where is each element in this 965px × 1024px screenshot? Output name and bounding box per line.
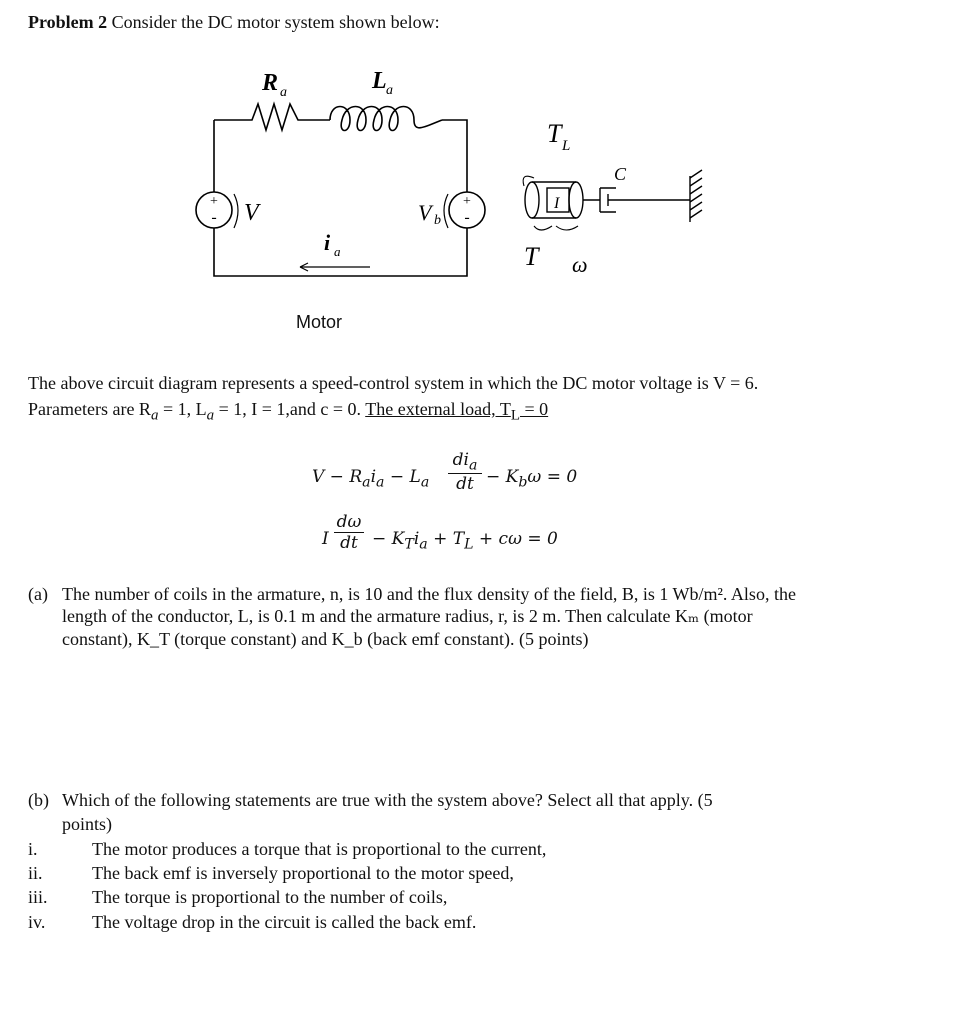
dc-motor-diagram bbox=[180, 60, 740, 350]
part-a-line-3: constant), K_T (torque constant) and K_b (back emf constant). (5 points) bbox=[62, 629, 589, 649]
back-emf-minus-sign: - bbox=[464, 209, 470, 226]
equation-1-left: $V - R_ai_a - L_a$ bbox=[312, 467, 430, 491]
statement-num: ii. bbox=[28, 863, 43, 883]
equation-1-right: − $K_b\omega = 0$ bbox=[486, 467, 578, 491]
part-a-label: (a) bbox=[28, 584, 48, 604]
inductor-subscript: a bbox=[386, 83, 393, 98]
part-a-line-2: length of the conductor, L, is 0.1 m and the armature radius, r, is 2 m. Then calculate Kₘ (motor bbox=[62, 606, 753, 626]
load-torque-subscript: L bbox=[562, 138, 571, 154]
resistor-subscript: a bbox=[280, 85, 287, 100]
load-torque-label: T bbox=[547, 119, 562, 148]
current-subscript: a bbox=[334, 244, 341, 259]
statement-text: The torque is proportional to the number of coils, bbox=[92, 887, 448, 907]
damping-label: C bbox=[614, 164, 627, 184]
equation-2-inertia: I bbox=[322, 529, 329, 549]
source-minus-sign: - bbox=[211, 209, 217, 226]
problem-number: Problem 2 bbox=[28, 12, 108, 32]
description-line-1: The above circuit diagram represents a speed-control system in which the DC motor voltage is V = 6. bbox=[28, 373, 759, 393]
equation-2-right: − $K_Ti_a + T_L + c\omega = 0$ bbox=[372, 529, 558, 553]
back-emf-subscript: b bbox=[434, 213, 441, 228]
description-line-2: Parameters are $R_a = 1$, $L_a = 1$, I = 1,and c = 0. The external load, $T_L = 0$ bbox=[28, 399, 549, 424]
part-b-label: (b) bbox=[28, 790, 49, 810]
inertia-label: I bbox=[554, 195, 560, 212]
equation-1-fraction: $di_a$ dt bbox=[448, 450, 482, 494]
statement-text: The motor produces a torque that is proportional to the current, bbox=[92, 839, 547, 859]
inductor-coil bbox=[330, 107, 442, 131]
source-plus-sign: + bbox=[210, 194, 218, 209]
omega-label: ω bbox=[572, 252, 588, 277]
back-emf-plus-sign: + bbox=[463, 194, 471, 209]
resistor-label: R bbox=[262, 70, 279, 96]
damper bbox=[583, 170, 702, 222]
back-emf-label: V bbox=[418, 200, 432, 225]
inductor-label: L bbox=[372, 68, 387, 94]
source-voltage-label: V bbox=[244, 200, 259, 226]
part-a-line-1: The number of coils in the armature, n, is 10 and the flux density of the field, B, is 1 Wb/m². Also, the bbox=[62, 584, 796, 604]
statement-num: iv. bbox=[28, 912, 46, 932]
part-b-line-1: Which of the following statements are true with the system above? Select all that apply. (5 bbox=[62, 790, 713, 810]
external-load-text: The external load, $T_L = 0$ bbox=[365, 399, 549, 424]
torque-label: T bbox=[524, 242, 539, 271]
equation-2-fraction: dω dt bbox=[334, 512, 364, 553]
statement-text: The back emf is inversely proportional to the motor speed, bbox=[92, 863, 514, 883]
statement-num: i. bbox=[28, 839, 38, 859]
statement-num: iii. bbox=[28, 887, 48, 907]
resistor-symbol bbox=[214, 104, 330, 130]
current-label: i bbox=[324, 230, 331, 255]
motor-caption: Motor bbox=[296, 312, 343, 332]
problem-heading bbox=[28, 11, 440, 33]
statement-text: The voltage drop in the circuit is called the back emf. bbox=[92, 912, 477, 932]
part-b-line-2: points) bbox=[62, 814, 113, 834]
problem-intro: Consider the DC motor system shown below: bbox=[111, 12, 440, 32]
